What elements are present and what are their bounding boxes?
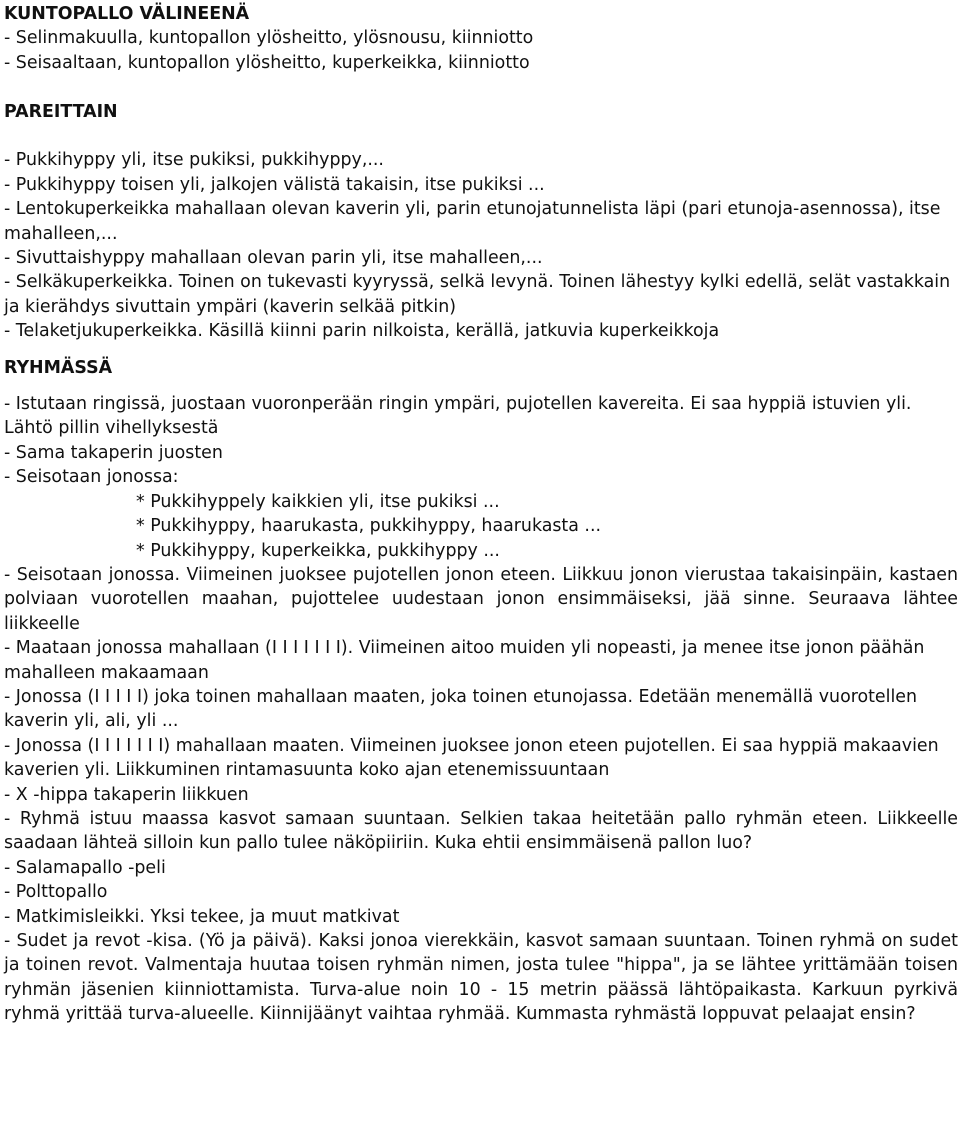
heading-pareittain: PAREITTAIN bbox=[4, 101, 118, 122]
exercise-line: - Telaketjukuperkeikka. Käsillä kiinni parin nilkoista, kerällä, jatkuvia kuperkeikkoja bbox=[4, 321, 720, 342]
sub-exercise-line: * Pukkihyppely kaikkien yli, itse pukiksi ... bbox=[136, 491, 500, 512]
document-page bbox=[4, 2, 958, 1027]
exercise-line: - Jonossa (I I I I I I I) mahallaan maaten. Viimeinen juoksee jonon eteen pujotellen. Ei saa hyppiä makaavien kaverien yli. Liikkuminen rintamasuunta koko ajan etenemissuuntaan bbox=[4, 735, 939, 781]
exercise-line: - Seisaaltaan, kuntopallon ylösheitto, kuperkeikka, kiinniotto bbox=[4, 52, 530, 73]
exercise-line: - Jonossa (I I I I I) joka toinen mahallaan maaten, joka toinen etunojassa. Edetään menemällä vuorotellen kaverin yli, ali, yli ... bbox=[4, 686, 918, 732]
exercise-line: - Maataan jonossa mahallaan (I I I I I I I). Viimeinen aitoo muiden yli nopeasti, ja menee itse jonon päähän mahalleen makaamaan bbox=[4, 638, 925, 683]
sub-exercise-line: * Pukkihyppy, kuperkeikka, pukkihyppy ... bbox=[136, 540, 500, 561]
exercise-line: - X -hippa takaperin liikkuen bbox=[4, 784, 249, 805]
exercise-line: - Lentokuperkeikka mahallaan olevan kaverin yli, parin etunojatunnelista läpi (pari etunoja-asennossa), itse mahalleen,... bbox=[4, 199, 941, 244]
exercise-line: - Salamapallo -peli bbox=[4, 857, 166, 878]
exercise-line: - Polttopallo bbox=[4, 882, 108, 903]
exercise-line: - Selkäkuperkeikka. Toinen on tukevasti kyyryssä, selkä levynä. Toinen lähestyy kylki edellä, selät vastakkain ja kierähdys sivuttain ympäri (kaverin selkää pitkin) bbox=[4, 272, 951, 317]
exercise-line: - Sudet ja revot -kisa. (Yö ja päivä). Kaksi jonoa vierekkäin, kasvot samaan suuntaan. Toinen ryhmä on sudet ja toinen revot. Valmentaja huutaa toisen ryhmän nimen, josta tulee "hippa", ja se lähtee yrittämään toisen ryhmän jäsenien kiinniottamista. Turva-alue noin 10 - 15 metrin päässä lähtöpaikasta. Karkuun pyrkivä ryhmä yrittää turva-alueelle. Kiinnijäänyt vaihtaa ryhmää. Kummasta ryhmästä loppuvat pelaajat ensin? bbox=[4, 931, 958, 1025]
exercise-line: - Istutaan ringissä, juostaan vuoronperään ringin ympäri, pujotellen kavereita. Ei saa hyppiä istuvien yli. Lähtö pillin vihellyksestä bbox=[4, 394, 912, 439]
exercise-line: - Sama takaperin juosten bbox=[4, 442, 223, 463]
exercise-line: - Selinmakuulla, kuntopallon ylösheitto, ylösnousu, kiinniotto bbox=[4, 28, 534, 49]
exercise-line: - Sivuttaishyppy mahallaan olevan parin yli, itse mahalleen,... bbox=[4, 248, 543, 269]
exercise-line: - Seisotaan jonossa. Viimeinen juoksee pujotellen jonon eteen. Liikkuu jonon vierustaa takaisinpäin, kastaen polviaan vuorotellen maahan, pujottelee uudestaan jonon ensimmäiseksi, jää sinne. Seuraava lähtee liikkeelle bbox=[4, 564, 958, 634]
sub-exercise-line: * Pukkihyppy, haarukasta, pukkihyppy, haarukasta ... bbox=[136, 516, 602, 537]
heading-kuntopallo: KUNTOPALLO VÄLINEENÄ bbox=[4, 4, 250, 24]
exercise-line: - Pukkihyppy yli, itse pukiksi, pukkihyppy,... bbox=[4, 150, 384, 171]
heading-ryhmassa: RYHMÄSSÄ bbox=[4, 357, 113, 378]
exercise-line: - Ryhmä istuu maassa kasvot samaan suuntaan. Selkien takaa heitetään pallo ryhmän eteen. Liikkeelle saadaan lähteä silloin kun pallo tulee näköpiiriin. Kuka ehtii ensimmäisenä pallon luo? bbox=[4, 808, 958, 854]
exercise-line: - Matkimisleikki. Yksi tekee, ja muut matkivat bbox=[4, 906, 400, 927]
exercise-line: - Seisotaan jonossa: bbox=[4, 467, 179, 488]
exercise-line: - Pukkihyppy toisen yli, jalkojen välistä takaisin, itse pukiksi ... bbox=[4, 174, 545, 195]
